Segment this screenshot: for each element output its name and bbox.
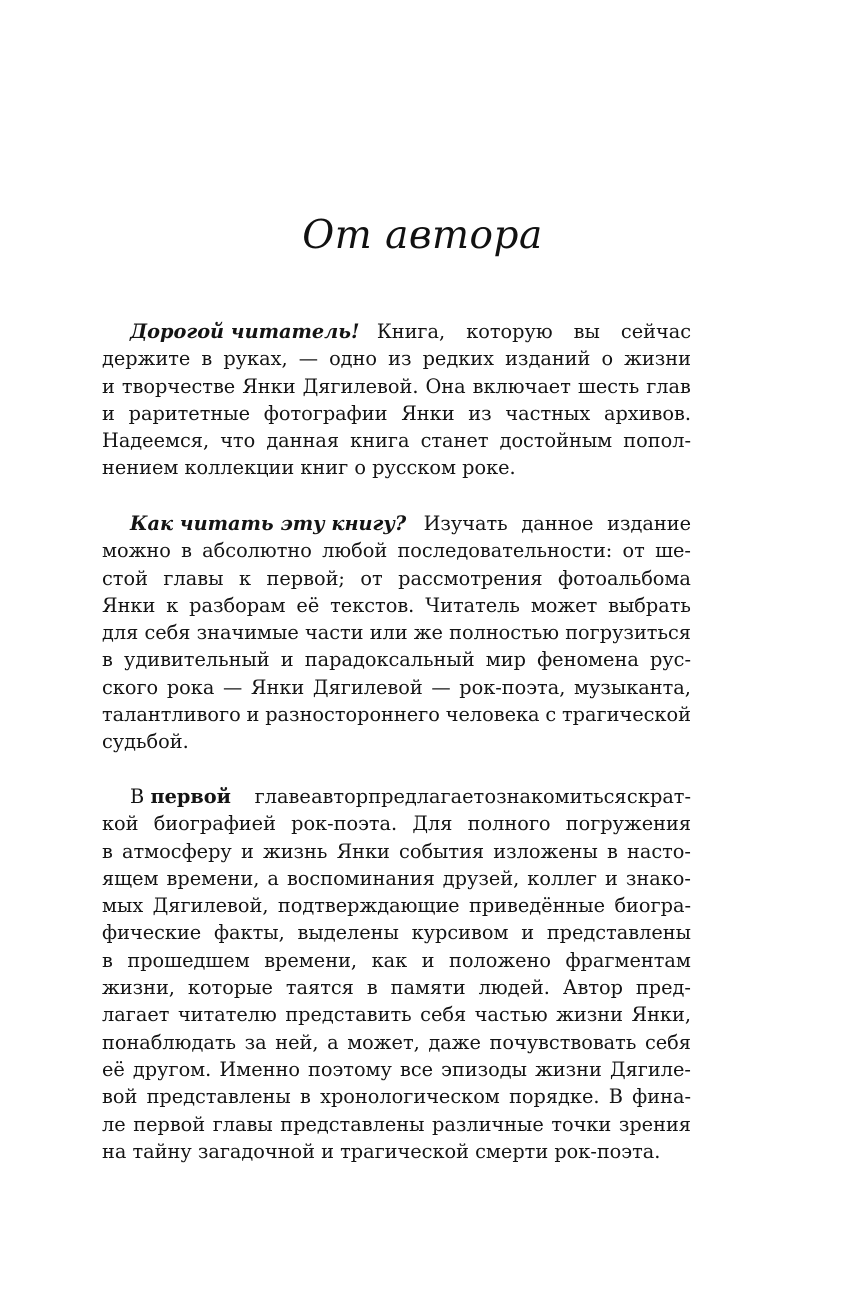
text-line [102, 510, 691, 537]
paragraph-bold-word: первой [150, 785, 231, 808]
text-line: судьбой. [102, 730, 189, 754]
text-line: в атмосферу и жизнь Янки события изложены в насто- [102, 839, 691, 863]
text-line-rest: Изучать данное издание [423, 512, 691, 535]
text-line: мых Дягилевой, подтверждающие приведённые биогра- [102, 894, 691, 918]
text-line: Янки к разборам её текстов. Читатель может выбрать [102, 593, 691, 617]
chapter-title: От автора [302, 213, 543, 258]
text-line [102, 783, 691, 810]
text-line: лагает читателю представить себя частью жизни Янки, [102, 1003, 691, 1027]
text-line: ского рока — Янки Дягилевой — рок-поэта, музыканта, [102, 675, 691, 699]
paragraph-first-chapter [102, 783, 691, 1165]
text-line: жизни, которые таятся в памяти людей. Автор пред- [102, 976, 691, 1000]
text-line: вой представлены в хронологическом порядке. В фина- [102, 1085, 691, 1109]
text-line: на тайну загадочной и трагической смерти рок-поэта. [102, 1139, 661, 1163]
text-line: кой биографией рок-поэта. Для полного погружения [102, 812, 691, 836]
text-line: фические факты, выделены курсивом и представлены [102, 921, 691, 945]
text-line: понаблюдать за ней, а может, даже почувствовать себя [102, 1030, 691, 1054]
text-line: для себя значимые части или же полностью погрузиться [102, 621, 691, 645]
text-line: талантливого и разностороннего человека с трагической [102, 703, 691, 727]
paragraph-prefix: В [130, 785, 145, 808]
text-line: Надеемся, что данная книга станет достойным попол- [102, 429, 691, 453]
paragraph-dear-reader [102, 318, 691, 482]
text-line-rest: главе автор предлагает ознакомиться с крат- [254, 785, 691, 808]
text-line: держите в руках, — одно из редких изданий о жизни [102, 347, 691, 371]
text-line: ле первой главы представлены различные точки зрения [102, 1112, 691, 1136]
text-line [102, 318, 691, 345]
text-line: можно в абсолютно любой последовательности: от ше- [102, 539, 691, 563]
text-line: в прошедшем времени, как и положено фрагментам [102, 948, 691, 972]
text-line: её другом. Именно поэтому все эпизоды жизни Дягиле- [102, 1057, 691, 1081]
text-line: и раритетные фотографии Янки из частных архивов. [102, 401, 691, 425]
paragraph-lead: Дорогой читатель! [130, 320, 360, 343]
paragraph-how-to-read [102, 510, 691, 756]
text-line: в удивительный и парадоксальный мир феномена рус- [102, 648, 691, 672]
text-line: нением коллекции книг о русском роке. [102, 456, 516, 480]
text-line: и творчестве Янки Дягилевой. Она включает шесть глав [102, 374, 691, 398]
text-line: стой главы к первой; от рассмотрения фотоальбома [102, 566, 691, 590]
text-line: ящем времени, а воспоминания друзей, коллег и знако- [102, 866, 691, 890]
text-line-rest: Книга, которую вы сейчас [376, 320, 691, 343]
paragraph-lead: Как читать эту книгу? [130, 512, 407, 535]
